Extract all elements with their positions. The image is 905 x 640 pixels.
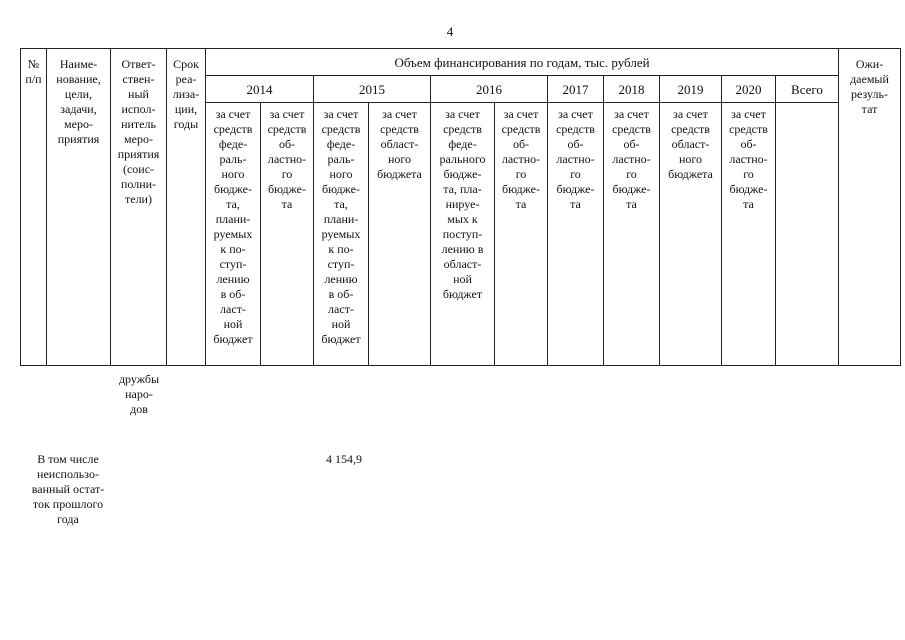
header-result: Ожи- даемый резуль- тат bbox=[839, 49, 901, 366]
source-2020-regional: за счет средств об- ластно- го бюдже- та bbox=[722, 103, 776, 366]
header-responsible: Ответ- ствен- ный испол- нитель меро- приятия (соис- полни- тели) bbox=[111, 49, 167, 366]
header-term: Срок реа- лиза- ции, годы bbox=[167, 49, 206, 366]
amount-2015-regional: 4 154,9 bbox=[326, 452, 362, 466]
header-funding: Объем финансирования по годам, тыс. рублей bbox=[206, 49, 839, 76]
source-2016-federal: за счет средств феде- рального бюдже- та, пла- нируе- мых к поступ- лению в област- ной бюджет bbox=[431, 103, 495, 366]
year-2018: 2018 bbox=[604, 76, 660, 103]
year-2016: 2016 bbox=[431, 76, 548, 103]
source-total-empty bbox=[776, 103, 839, 366]
financing-header-table bbox=[20, 48, 901, 366]
year-2017: 2017 bbox=[548, 76, 604, 103]
year-2015: 2015 bbox=[314, 76, 431, 103]
source-2017-regional: за счет средств об- ластно- го бюдже- та bbox=[548, 103, 604, 366]
source-2018-regional: за счет средств об- ластно- го бюдже- та bbox=[604, 103, 660, 366]
included-label: В том числе неиспользо- ванный остат- ток прошлого года bbox=[31, 452, 105, 526]
year-2020: 2020 bbox=[722, 76, 776, 103]
year-2014: 2014 bbox=[206, 76, 314, 103]
year-total: Всего bbox=[776, 76, 839, 103]
source-2015-regional: за счет средств област- ного бюджета bbox=[369, 103, 431, 366]
source-2019-regional: за счет средств област- ного бюджета bbox=[660, 103, 722, 366]
source-2014-federal: за счет средств феде- раль- ного бюдже- та, плани- руемых к по- ступ- лению в об- ласт- ной бюджет bbox=[206, 103, 261, 366]
page-number: 4 bbox=[446, 24, 454, 39]
source-2016-regional: за счет средств об- ластно- го бюдже- та bbox=[495, 103, 548, 366]
header-name: Наиме- нование, цели, задачи, меро- приятия bbox=[47, 49, 111, 366]
header-num: № п/п bbox=[21, 49, 47, 366]
source-2014-regional: за счет средств об- ластно- го бюдже- та bbox=[261, 103, 314, 366]
continuation-text: дружбы наро- дов bbox=[118, 372, 160, 416]
year-2019: 2019 bbox=[660, 76, 722, 103]
source-2015-federal: за счет средств феде- раль- ного бюдже- та, плани- руемых к по- ступ- лению в об- ласт- ной бюджет bbox=[314, 103, 369, 366]
